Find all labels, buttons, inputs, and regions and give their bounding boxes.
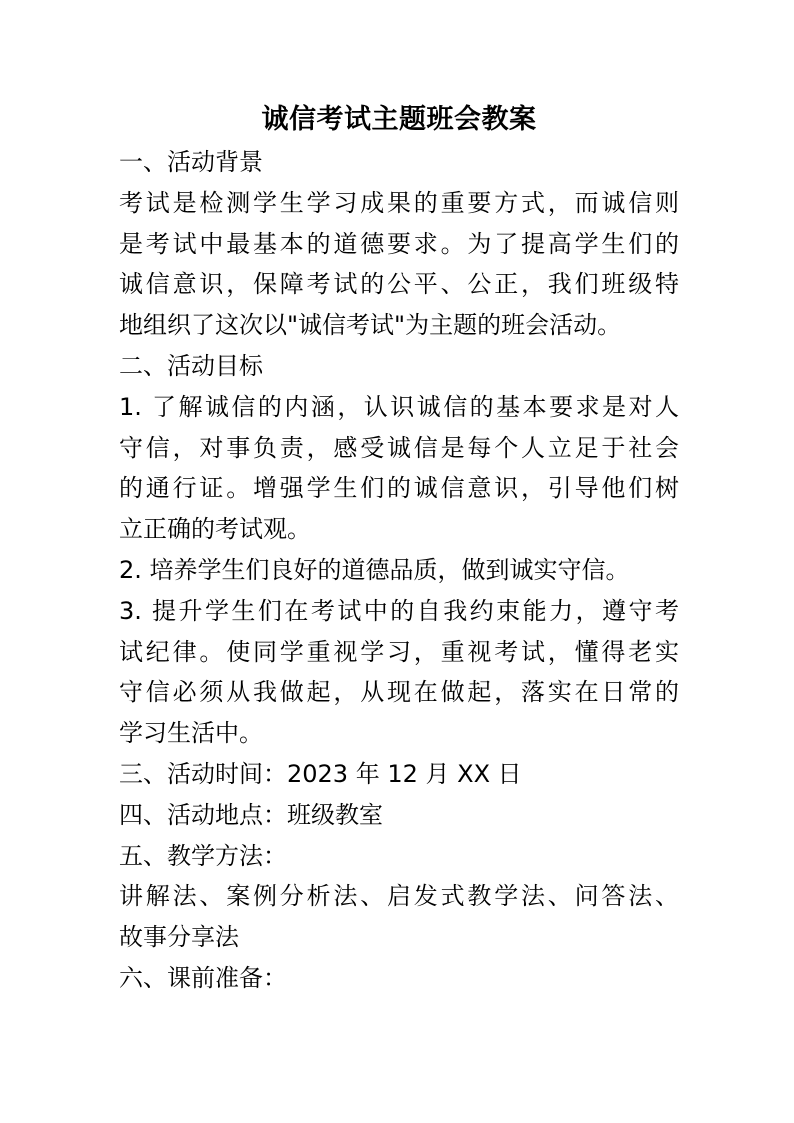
list-item-line: 立正确的考试观。 bbox=[119, 515, 311, 544]
document-body bbox=[119, 98, 679, 999]
page-title: 诚信考试主题班会教案 bbox=[261, 104, 537, 135]
section-heading-preparation: 六、课前准备： bbox=[119, 963, 287, 992]
list-item-line: 1. 了解诚信的内涵，认识诚信的基本要求是对人 bbox=[119, 392, 679, 421]
list-item-line: 2. 培养学生们良好的道德品质，做到诚实守信。 bbox=[119, 555, 630, 584]
list-item-line: 学习生活中。 bbox=[119, 719, 263, 748]
list-item-line: 的通行证。增强学生们的诚信意识，引导他们树 bbox=[119, 474, 679, 503]
section-heading-goals: 二、活动目标 bbox=[119, 351, 263, 380]
section-heading-time: 三、活动时间：2023 年 12 月 XX 日 bbox=[119, 759, 522, 788]
list-item-line: 守信必须从我做起，从现在做起，落实在日常的 bbox=[119, 678, 679, 707]
list-item-line: 守信，对事负责，感受诚信是每个人立足于社会 bbox=[119, 433, 679, 462]
paragraph-line: 故事分享法 bbox=[119, 923, 239, 952]
list-item-line: 试纪律。使同学重视学习，重视考试，懂得老实 bbox=[119, 637, 679, 666]
section-heading-location: 四、活动地点：班级教室 bbox=[119, 800, 383, 829]
paragraph-line: 讲解法、案例分析法、启发式教学法、问答法、 bbox=[119, 882, 679, 911]
list-item-line: 3. 提升学生们在考试中的自我约束能力，遵守考 bbox=[119, 596, 679, 625]
section-heading-background: 一、活动背景 bbox=[119, 148, 263, 176]
section-heading-methods: 五、教学方法： bbox=[119, 841, 287, 870]
paragraph-line: 诚信意识，保障考试的公平、公正，我们班级特 bbox=[119, 270, 679, 299]
paragraph-line: 地组织了这次以"诚信考试"为主题的班会活动。 bbox=[119, 311, 622, 340]
paragraph-line: 考试是检测学生学习成果的重要方式，而诚信则 bbox=[119, 188, 679, 217]
paragraph-line: 是考试中最基本的道德要求。为了提高学生们的 bbox=[119, 229, 679, 258]
